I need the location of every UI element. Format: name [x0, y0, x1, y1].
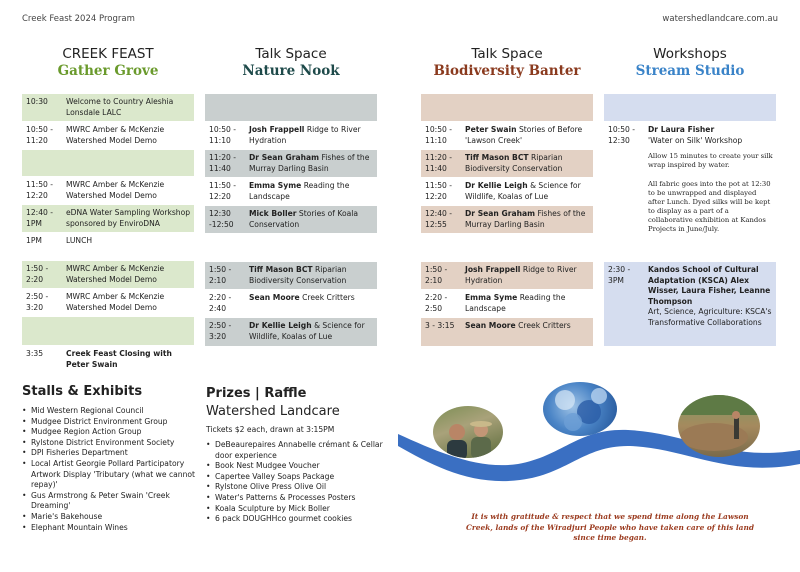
schedule-row	[205, 262, 377, 289]
list-item: • Rylstone Olive Press Olive Oil	[206, 482, 386, 493]
row-time: 1PM	[26, 236, 42, 245]
silk-photo-art	[543, 382, 617, 436]
schedule-row	[205, 178, 377, 205]
header-right: watershedlandcare.com.au	[662, 14, 778, 24]
row-event	[465, 293, 591, 314]
row-topic: Ridge to River Hydration	[249, 125, 361, 145]
row-time: 2:50 - 3:20	[26, 292, 49, 312]
row-speaker: Kandos School of Cultural Adaptation (KSCA) Alex Wisser, Laura Fisher, Leanne Thompson	[648, 265, 771, 306]
row-speaker: Dr Laura Fisher	[648, 125, 715, 134]
row-event	[465, 209, 591, 230]
schedule-row	[22, 94, 194, 121]
column-heading	[205, 46, 377, 80]
row-speaker: Dr Sean Graham	[249, 153, 320, 162]
row-event: Welcome to Country Aleshia Lonsdale LALC	[66, 97, 174, 117]
people-photo	[433, 406, 503, 458]
row-event: MWRC Amber & McKenzie Watershed Model Demo	[66, 292, 165, 312]
row-time: 10:50 - 11:10	[209, 125, 237, 145]
prizes-title: Prizes | Raffle	[206, 386, 307, 401]
schedule-row	[205, 318, 377, 346]
column-title: Workshops	[653, 46, 727, 62]
row-time: 1:50 - 2:10	[209, 265, 232, 285]
list-item: • Marie's Bakehouse	[22, 512, 200, 523]
row-time: 10:50 - 12:30	[608, 125, 636, 145]
row-topic: Art, Science, Agriculture: KSCA's Transformative Collaborations	[648, 307, 772, 327]
row-speaker: Dr Kellie Leigh	[465, 181, 528, 190]
row-topic: Fishes of the Murray Darling Basin	[465, 209, 586, 229]
column-stream-studio	[604, 46, 776, 356]
row-time: 2:30 - 3PM	[608, 265, 631, 285]
row-speaker: Tiff Mason BCT	[465, 153, 529, 162]
acknowledgement-text: It is with gratitude & respect that we spend time along the Lawson Creek, lands of the Wiradjuri People who have taken care of this land since time began.	[466, 512, 754, 542]
row-speaker: Emma Syme	[465, 293, 518, 302]
row-time: 2:20 - 2:50	[425, 293, 448, 313]
column-subtitle: Nature Nook	[242, 63, 340, 79]
list-item: • Mudgee District Environment Group	[22, 417, 200, 428]
row-topic: Fishes of the Murray Darling Basin	[249, 153, 370, 173]
row-time: 2:20 - 2:40	[209, 293, 232, 313]
column-subtitle: Gather Grove	[57, 63, 159, 79]
schedule-row	[421, 262, 593, 289]
schedule-row	[604, 122, 776, 149]
list-item: • Book Nest Mudgee Voucher	[206, 461, 386, 472]
row-time: 12:40 - 1PM	[26, 208, 54, 228]
row-topic: Stories of Before 'Lawson Creek'	[465, 125, 583, 145]
schedule-row	[421, 122, 593, 149]
schedule-row	[22, 346, 194, 373]
row-event: MWRC Amber & McKenzie Watershed Model Demo	[66, 125, 165, 145]
schedule-row	[205, 150, 377, 177]
row-speaker: Mick Boller	[249, 209, 297, 218]
row-speaker: Dr Kellie Leigh	[249, 321, 312, 330]
row-event: MWRC Amber & McKenzie Watershed Model Demo	[66, 180, 165, 200]
row-speaker: Emma Syme	[249, 181, 302, 190]
row-time: 11:20 - 11:40	[425, 153, 453, 173]
row-time: 3 - 3:15	[425, 321, 455, 330]
schedule-row-empty	[22, 150, 194, 176]
schedule-row	[22, 261, 194, 288]
list-item: • Rylstone District Environment Society	[22, 438, 200, 449]
row-event	[249, 153, 375, 174]
row-time: 3:35	[26, 349, 44, 358]
column-nature-nook	[205, 46, 377, 356]
creek-photo-art	[678, 395, 760, 457]
ticket-note: Tickets $2 each, drawn at 3:15PM	[206, 425, 335, 434]
schedule-row-empty	[604, 94, 776, 121]
stalls-list	[22, 406, 200, 533]
row-time: 11:20 - 11:40	[209, 153, 237, 173]
schedule-row-empty	[205, 94, 377, 121]
row-topic: & Science for Wildlife, Koalas of Lue	[249, 321, 365, 341]
row-speaker: Peter Swain	[465, 125, 517, 134]
schedule-row	[421, 150, 593, 177]
list-item: • Mid Western Regional Council	[22, 406, 200, 417]
schedule-row	[22, 233, 194, 257]
row-time: 10:50 - 11:20	[26, 125, 54, 145]
row-time: 1:50 - 2:10	[425, 265, 448, 285]
row-event	[249, 321, 375, 342]
row-event	[249, 181, 375, 202]
stalls-title: Stalls & Exhibits	[22, 384, 143, 399]
header-left: Creek Feast 2024 Program	[22, 14, 135, 24]
silk-photo	[543, 382, 617, 436]
row-event: Creek Feast Closing with Peter Swain	[66, 349, 172, 369]
row-time: 11:50 - 12:20	[26, 180, 54, 200]
schedule-row-empty	[421, 94, 593, 121]
row-speaker: Tiff Mason BCT	[249, 265, 313, 274]
row-topic: Creek Critters	[302, 293, 355, 302]
prizes-subtitle: Watershed Landcare	[206, 404, 340, 419]
column-heading	[421, 46, 593, 80]
column-heading	[22, 46, 194, 80]
schedule-row	[205, 122, 377, 149]
row-topic: & Science for Wildlife, Koalas of Lue	[465, 181, 581, 201]
schedule-row	[421, 178, 593, 205]
column-subtitle: Stream Studio	[635, 63, 745, 79]
schedule-row	[205, 290, 377, 317]
row-event	[465, 265, 591, 286]
schedule-row	[205, 206, 377, 233]
workshop-note: All fabric goes into the pot at 12:30 to be unwrapped and displayed after Lunch. Dyed silks will be kept to display as a part of a collaborative exhibition at Kandos Projects in June/July.	[648, 180, 771, 233]
column-subtitle: Biodiversity Banter	[433, 63, 581, 79]
schedule-row	[421, 318, 593, 346]
column-title: Talk Space	[255, 46, 327, 62]
column-heading	[604, 46, 776, 80]
schedule-row	[421, 290, 593, 317]
row-time: 11:50 - 12:20	[425, 181, 453, 201]
row-topic: Reading the Landscape	[465, 293, 566, 313]
list-item: • Gus Armstrong & Peter Swain 'Creek Dreaming'	[22, 491, 200, 512]
column-biodiversity-banter	[421, 46, 593, 356]
row-time: 2:50 - 3:20	[209, 321, 232, 341]
schedule-row	[22, 122, 194, 149]
list-item: • Local Artist Georgie Pollard Participatory Artwork Display 'Tributary (what we cannot repay)'	[22, 459, 200, 491]
row-event	[465, 321, 591, 332]
row-time: 1:50 - 2:20	[26, 264, 49, 284]
row-time: 10:50 - 11:10	[425, 125, 453, 145]
list-item: • 6 pack DOUGHHco gourmet cookies	[206, 514, 386, 525]
column-title: CREEK FEAST	[62, 46, 154, 62]
list-item: • Elephant Mountain Wines	[22, 523, 200, 534]
schedule-row-empty	[22, 317, 194, 345]
schedule-row	[421, 206, 593, 233]
list-item: • DeBeaurepaires Annabelle crémant & Cellar door experience	[206, 440, 386, 461]
row-speaker: Sean Moore	[249, 293, 300, 302]
creek-photo	[678, 395, 760, 457]
row-event	[465, 125, 591, 146]
row-speaker: Josh Frappell	[465, 265, 521, 274]
column-title: Talk Space	[471, 46, 543, 62]
row-speaker: Josh Frappell	[249, 125, 305, 134]
workshop-note: Allow 15 minutes to create your silk wrap inspired by water.	[648, 152, 773, 169]
row-speaker: Dr Sean Graham	[465, 209, 536, 218]
list-item: • Mudgee Region Action Group	[22, 427, 200, 438]
row-event	[249, 293, 375, 304]
schedule-row	[604, 262, 776, 346]
list-item: • Water's Patterns & Processes Posters	[206, 493, 386, 504]
row-speaker: Sean Moore	[465, 321, 516, 330]
prizes-list	[206, 440, 386, 525]
people-photo-art	[433, 406, 503, 458]
row-time: 10:30	[26, 97, 48, 106]
list-item: • Koala Sculpture by Mick Boller	[206, 504, 386, 515]
list-item: • DPI Fisheries Department	[22, 448, 200, 459]
row-time: 12:30 -12:50	[209, 209, 234, 229]
row-event	[648, 125, 774, 146]
row-event: LUNCH	[66, 236, 93, 245]
row-event	[249, 125, 375, 146]
row-topic: Riparian Biodiversity Conservation	[465, 153, 563, 173]
row-event	[249, 209, 375, 230]
row-topic: Reading the Landscape	[249, 181, 350, 201]
row-time: 11:50 - 12:20	[209, 181, 237, 201]
column-gather-grove	[22, 46, 194, 376]
schedule-row	[22, 289, 194, 316]
row-topic: Creek Critters	[518, 321, 571, 330]
row-event: eDNA Water Sampling Workshop sponsored by EnviroDNA	[66, 208, 191, 228]
row-event	[249, 265, 375, 286]
schedule-row	[22, 177, 194, 204]
row-event	[465, 181, 591, 202]
row-event	[648, 265, 774, 328]
row-topic: 'Water on Silk' Workshop	[648, 135, 743, 145]
row-topic: Stories of Koala Conservation	[249, 209, 359, 229]
row-time: 12:40 - 12:55	[425, 209, 453, 229]
row-event	[465, 153, 591, 174]
list-item: • Capertee Valley Soaps Package	[206, 472, 386, 483]
row-topic: Ridge to River Hydration	[465, 265, 577, 285]
row-event: MWRC Amber & McKenzie Watershed Model Demo	[66, 264, 165, 284]
row-topic: Riparian Biodiversity Conservation	[249, 265, 347, 285]
schedule-row	[22, 205, 194, 232]
